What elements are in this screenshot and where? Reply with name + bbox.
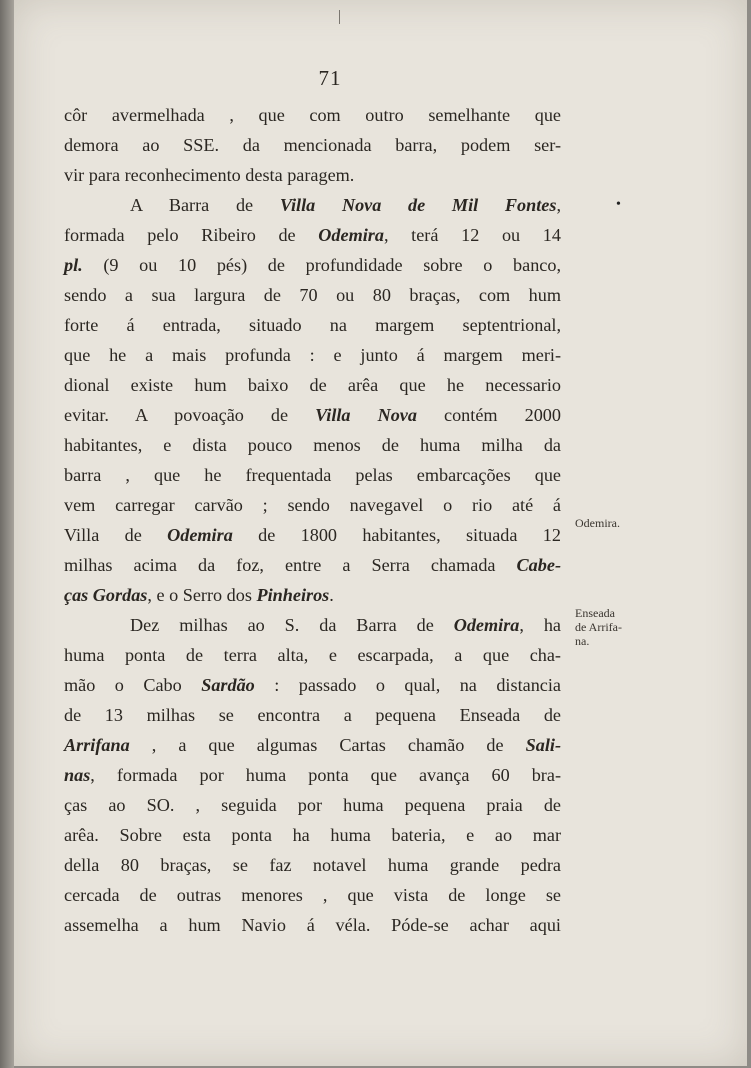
text-run: : passado o qual, na distancia <box>254 675 561 695</box>
text-run: huma ponta de terra alta, e escarpada, a que cha- <box>64 645 561 665</box>
text-line <box>64 550 561 580</box>
text-run: Villa de <box>64 525 168 545</box>
margin-note-odemira-text: Odemira. <box>575 516 620 530</box>
text-run: formada pelo Ribeiro de <box>64 225 319 245</box>
text-run: della 80 braças, se faz notavel huma grande pedra <box>64 855 561 875</box>
text-line <box>64 610 561 640</box>
text-line <box>64 760 561 790</box>
text-line <box>64 670 561 700</box>
text-line <box>64 400 561 430</box>
italic-run: Sardão <box>201 675 255 695</box>
text-run: ças ao SO. , seguida por huma pequena praia de <box>64 795 561 815</box>
text-run: vir para reconhecimento desta paragem. <box>64 165 355 185</box>
text-run: de 1800 habitantes, situada 12 <box>232 525 561 545</box>
text-line <box>64 850 561 880</box>
italic-run: Arrifana <box>64 735 130 755</box>
text-run: barra , que he frequentada pelas embarcações que <box>64 465 561 485</box>
book-page <box>14 0 747 1066</box>
margin-note-enseada-line: na. <box>575 634 590 648</box>
italic-run: ças Gordas <box>64 585 148 605</box>
italic-run: nas <box>64 765 91 785</box>
text-run: , <box>556 195 562 215</box>
text-run: demora ao SSE. da mencionada barra, podem ser- <box>64 135 561 155</box>
text-line <box>64 430 561 460</box>
text-run: assemelha a hum Navio á véla. Póde-se achar aqui <box>64 915 561 935</box>
text-line <box>64 250 561 280</box>
text-run: habitantes, e dista pouco menos de huma milha da <box>64 435 561 455</box>
text-run: forte á entrada, situado na margem septentrional, <box>64 315 561 335</box>
italic-run: Pinheiros <box>256 585 330 605</box>
text-run: . <box>329 585 334 605</box>
margin-note-enseada <box>575 606 622 648</box>
text-run: côr avermelhada , que com outro semelhante que <box>64 105 561 125</box>
text-run: , formada por huma ponta que avança 60 bra- <box>90 765 561 785</box>
paper-crease <box>339 10 340 24</box>
text-line <box>64 310 561 340</box>
text-line <box>64 820 561 850</box>
text-run: dional existe hum baixo de arêa que he necessario <box>64 375 561 395</box>
text-run: que he a mais profunda : e junto á margem meri- <box>64 345 561 365</box>
text-run: sendo a sua largura de 70 ou 80 braças, com hum <box>64 285 561 305</box>
text-line <box>64 490 561 520</box>
italic-run: Cabe- <box>516 555 561 575</box>
page-number: 71 <box>318 66 342 90</box>
italic-run: Odemira <box>167 525 233 545</box>
italic-run: Odemira <box>318 225 384 245</box>
text-line <box>64 730 561 760</box>
text-run: , ha <box>519 615 561 635</box>
text-run: vem carregar carvão ; sendo navegavel o rio até á <box>64 495 561 515</box>
text-run: , e o Serro dos <box>147 585 257 605</box>
text-run: mão o Cabo <box>64 675 202 695</box>
text-run: A Barra de <box>130 195 280 215</box>
text-line <box>64 520 561 550</box>
text-line <box>64 790 561 820</box>
text-run: arêa. Sobre esta ponta ha huma bateria, e ao mar <box>64 825 561 845</box>
text-run: milhas acima da foz, entre a Serra chamada <box>64 555 517 575</box>
text-run: contém 2000 <box>416 405 561 425</box>
text-run: evitar. A povoação de <box>64 405 316 425</box>
margin-note-enseada-line: Enseada <box>575 606 615 620</box>
text-line <box>64 160 561 190</box>
text-line <box>64 460 561 490</box>
text-line <box>64 280 561 310</box>
text-line <box>64 640 561 670</box>
text-run: cercada de outras menores , que vista de longe se <box>64 885 561 905</box>
text-line <box>64 370 561 400</box>
text-line <box>64 130 561 160</box>
text-line <box>64 700 561 730</box>
text-run: , a que algumas Cartas chamão de <box>129 735 526 755</box>
text-line <box>64 190 561 220</box>
text-line <box>64 580 561 610</box>
italic-run: Odemira <box>453 615 520 635</box>
text-run: , terá 12 ou 14 <box>383 225 561 245</box>
italic-run: Sali- <box>525 735 561 755</box>
text-run: de 13 milhas se encontra a pequena Enseada de <box>64 705 561 725</box>
text-run: (9 ou 10 pés) de profundidade sobre o banco, <box>82 255 561 275</box>
text-line <box>64 910 561 940</box>
margin-dot: • <box>616 197 621 212</box>
text-line <box>64 880 561 910</box>
margin-note-odemira <box>575 516 620 530</box>
text-line <box>64 340 561 370</box>
text-line <box>64 100 561 130</box>
body-text <box>64 100 561 940</box>
book-gutter <box>0 0 14 1068</box>
text-line <box>64 220 561 250</box>
italic-run: Villa Nova de Mil Fontes <box>279 195 557 215</box>
text-run: Dez milhas ao S. da Barra de <box>130 615 454 635</box>
margin-note-enseada-line: de Arrifa- <box>575 620 622 634</box>
italic-run: pl. <box>64 255 83 275</box>
italic-run: Villa Nova <box>315 405 417 425</box>
